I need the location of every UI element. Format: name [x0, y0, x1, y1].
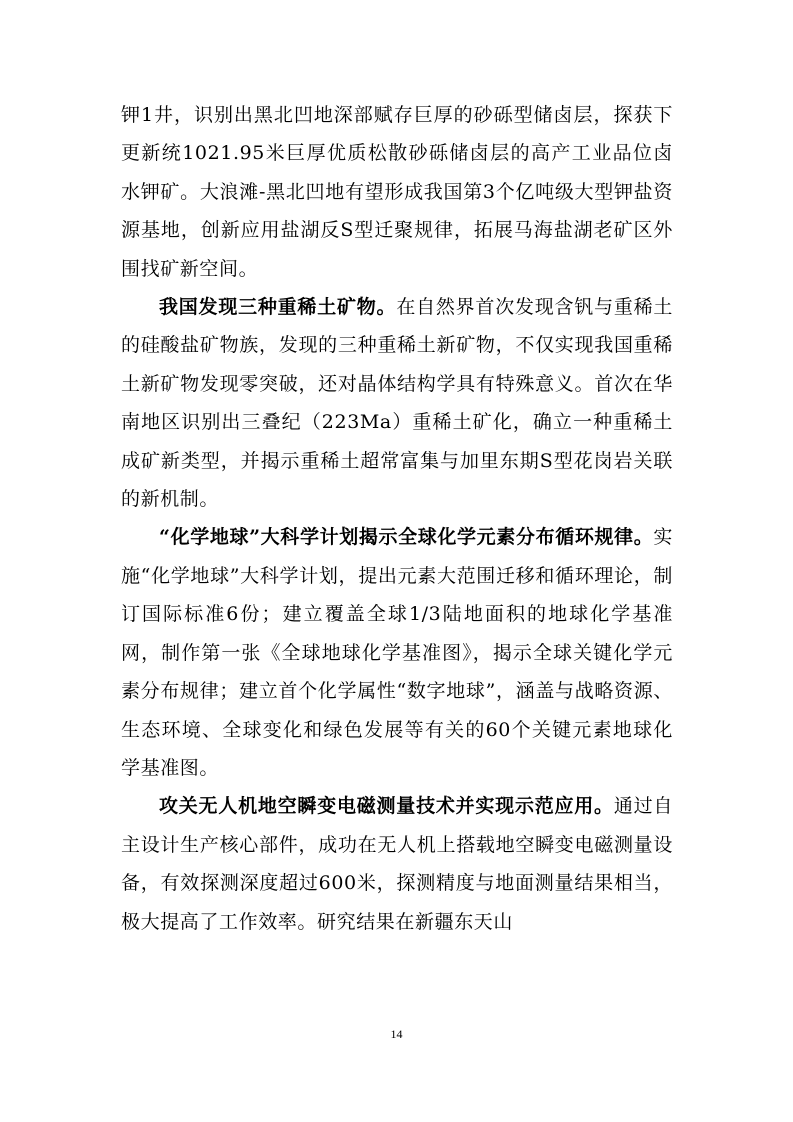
paragraph-heavy-rare-earth: [121, 288, 673, 518]
paragraph-text: 通过自主设计生产核心部件，成功在无人机上搭载地空瞬变电磁测量设备，有效探测深度超过600米，探测精度与地面测量结果相当，极大提高了工作效率。研究结果在新疆东天山: [121, 795, 673, 933]
paragraph-text: 在自然界首次发现含钒与重稀土的硅酸盐矿物族，发现的三种重稀土新矿物，不仅实现我国重稀土新矿物发现零突破，还对晶体结构学具有特殊意义。首次在华南地区识别出三叠纪（223Ma）重稀土矿化，确立一种重稀土成矿新类型，并揭示重稀土超常富集与加里东期S型花岗岩关联的新机制。: [121, 296, 673, 511]
paragraph-heading: 我国发现三种重稀土矿物。: [159, 296, 397, 319]
paragraph-chemical-earth: [121, 518, 673, 787]
page-number: 14: [390, 1027, 403, 1041]
paragraph-uav-tem: [121, 787, 673, 941]
body-text: [121, 96, 673, 941]
paragraph-text: 实施“化学地球”大科学计划，提出元素大范围迁移和循环理论，制订国际标准6份；建立覆盖全球1/3陆地面积的地球化学基准网，制作第一张《全球地球化学基准图》，揭示全球关键化学元素分布规律；建立首个化学属性“数字地球”，涵盖与战略资源、生态环境、全球变化和绿色发展等有关的60个关键元素地球化学基准图。: [121, 526, 673, 779]
paragraph-heading: 攻关无人机地空瞬变电磁测量技术并实现示范应用。: [159, 795, 614, 818]
paragraph-heading: “化学地球”大科学计划揭示全球化学元素分布循环规律。: [159, 526, 654, 549]
paragraph-text: 钾1井，识别出黑北凹地深部赋存巨厚的砂砾型储卤层，探获下更新统1021.95米巨厚优质松散砂砾储卤层的高产工业品位卤水钾矿。大浪滩-黑北凹地有望形成我国第3个亿吨级大型钾盐资源基地，创新应用盐湖反S型迁聚规律，拓展马海盐湖老矿区外围找矿新空间。: [121, 104, 673, 280]
paragraph-continuation: [121, 96, 673, 288]
